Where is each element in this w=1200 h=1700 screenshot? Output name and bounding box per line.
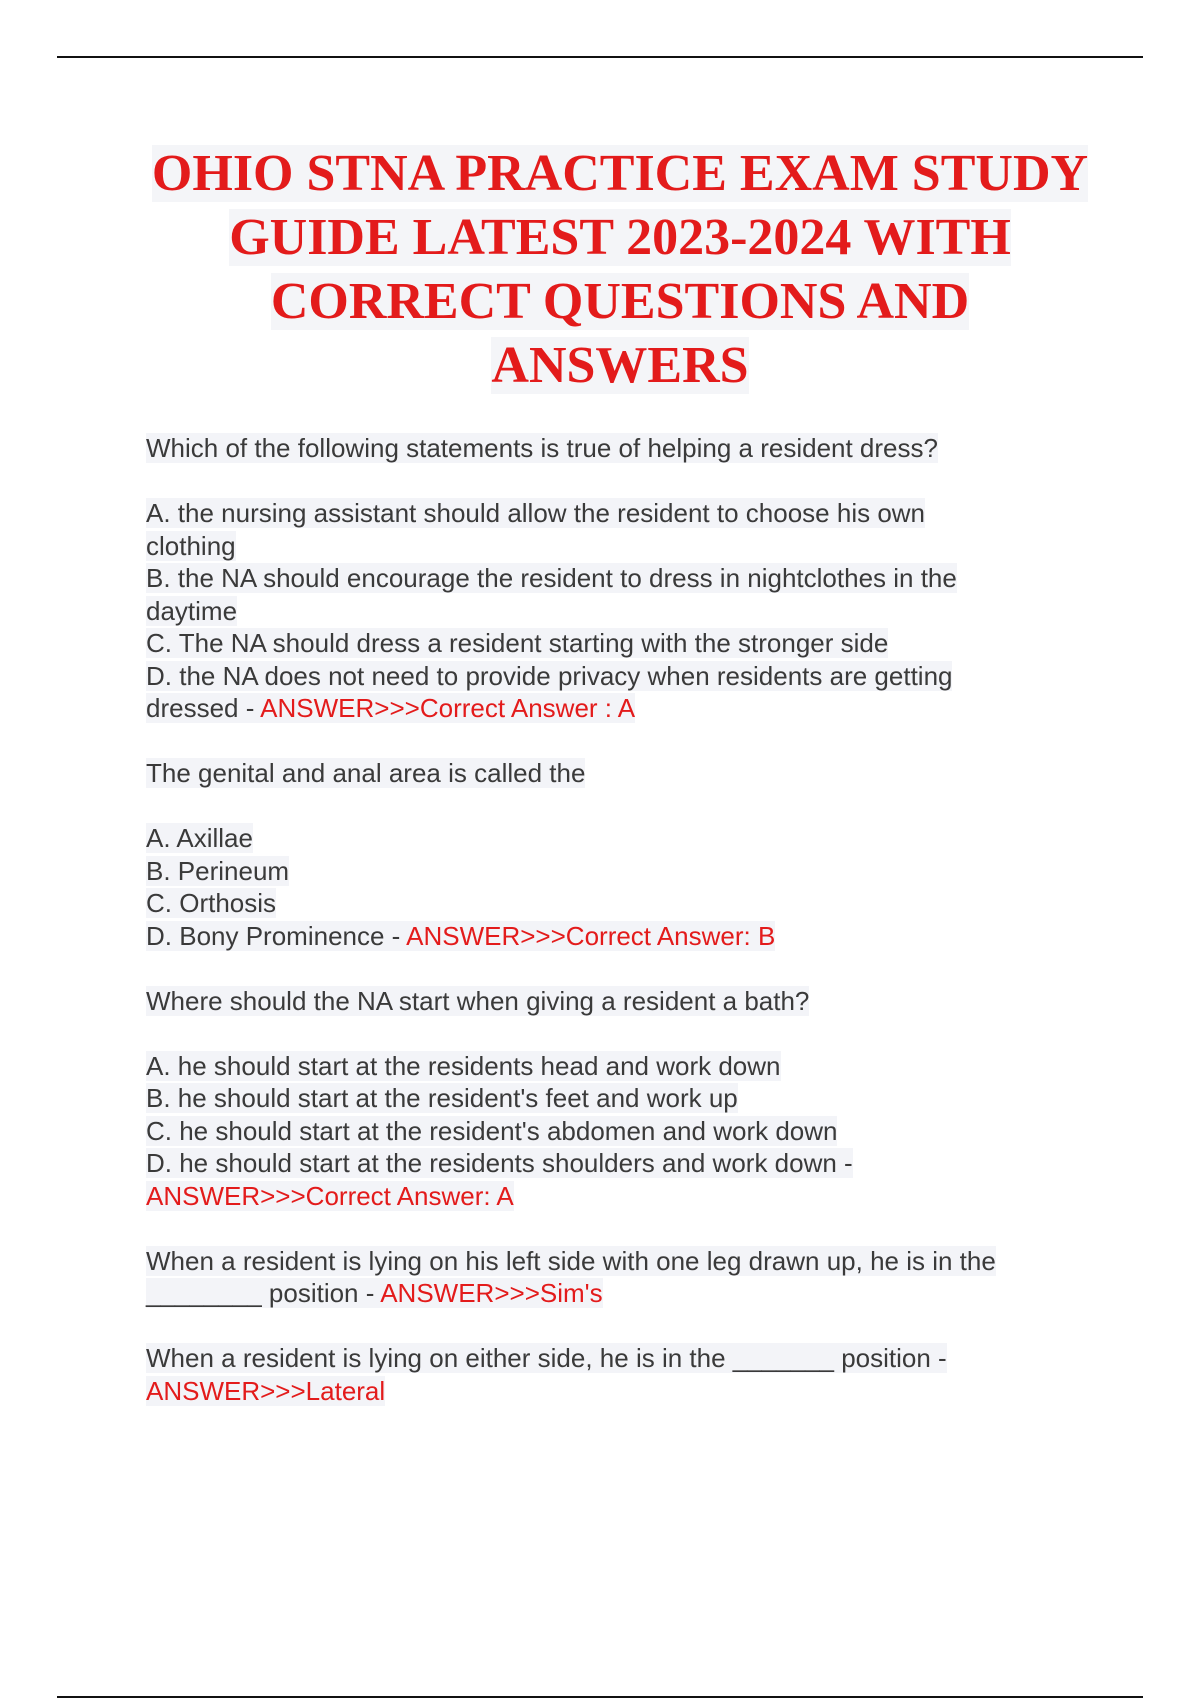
answer-text: ANSWER>>>Sim's (380, 1278, 603, 1308)
option-line: daytime (146, 595, 238, 626)
answer-text: ANSWER>>>Correct Answer: A (146, 1180, 514, 1211)
title-line-1: OHIO STNA PRACTICE EXAM STUDY (151, 145, 1089, 202)
option-line: C. The NA should dress a resident starting with the stronger side (146, 628, 889, 658)
title-line-3: CORRECT QUESTIONS AND (270, 273, 970, 330)
question-text: The genital and anal area is called the (146, 758, 586, 788)
option-line: D. he should start at the residents shoulders and work down - (146, 1148, 853, 1178)
option-line: A. Axillae (146, 823, 253, 853)
option-line: B. Perineum (146, 855, 290, 886)
answer-text: ANSWER>>>Lateral (146, 1375, 386, 1406)
document-body (146, 432, 1096, 1440)
title-line-4: ANSWERS (491, 337, 749, 394)
option-line: C. Orthosis (146, 888, 277, 918)
question-block-2 (146, 757, 1096, 952)
question-text: When a resident is lying on either side, he is in the _______ position - (146, 1343, 947, 1373)
question-block-4 (146, 1245, 1096, 1310)
top-rule (57, 56, 1143, 58)
answer-text: ANSWER>>>Correct Answer : A (260, 693, 636, 723)
bottom-rule (57, 1696, 1143, 1698)
option-line: clothing (146, 530, 236, 561)
title-line-2: GUIDE LATEST 2023-2024 WITH (229, 209, 1011, 266)
option-line: C. he should start at the resident's abdomen and work down (146, 1115, 838, 1146)
answer-text: ANSWER>>>Correct Answer: B (406, 920, 776, 951)
option-line: dressed - (146, 693, 261, 723)
document-title (120, 142, 1120, 398)
option-line: D. the NA does not need to provide privacy when residents are getting (146, 660, 953, 691)
option-line: B. the NA should encourage the resident to dress in nightclothes in the (146, 563, 957, 593)
option-line: B. he should start at the resident's feet and work up (146, 1083, 738, 1113)
question-text: ________ position - (146, 1278, 381, 1308)
question-text: When a resident is lying on his left side with one leg drawn up, he is in the (146, 1245, 996, 1276)
option-line: D. Bony Prominence - (146, 920, 407, 951)
question-block-3 (146, 985, 1096, 1213)
question-block-1 (146, 432, 1096, 725)
question-text: Which of the following statements is true of helping a resident dress? (146, 433, 938, 463)
question-text: Where should the NA start when giving a resident a bath? (146, 985, 810, 1016)
question-block-5 (146, 1342, 1096, 1407)
option-line: A. the nursing assistant should allow the resident to choose his own (146, 498, 926, 528)
option-line: A. he should start at the residents head and work down (146, 1050, 781, 1081)
